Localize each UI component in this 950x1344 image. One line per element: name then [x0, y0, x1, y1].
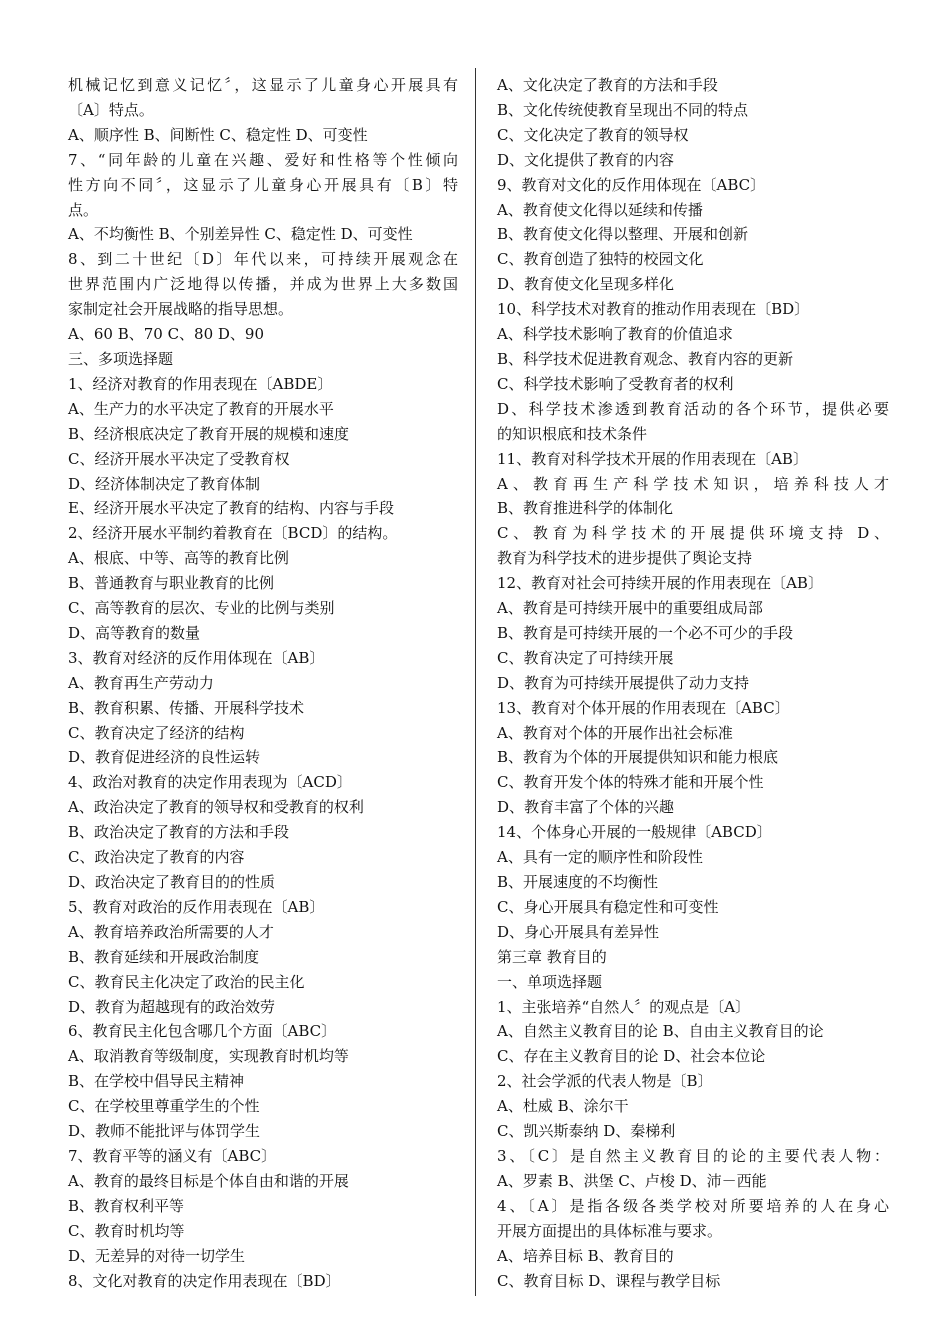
text-line: 14、个体身心开展的一般规律〔ABCD〕 [497, 823, 772, 842]
text-line: 1、主张培养“自然人〞的观点是〔A〕 [497, 997, 751, 1016]
text-line: C、教育民主化决定了政治的民主化 [68, 972, 305, 991]
text-line: D、教育为可持续开展提供了动力支持 [497, 673, 750, 692]
text-line: B、教育权利平等 [68, 1196, 185, 1215]
text-line: B、开展速度的不均衡性 [497, 873, 659, 891]
text-line: 〔A〕特点。 [68, 100, 154, 119]
text-line: A、不均衡性 B、个别差异性 C、稳定性 D、可变性 [68, 225, 413, 244]
text-line: 13、教育对个体开展的作用表现在〔ABC〕 [497, 698, 790, 717]
text-line: D、教育为超越现有的政治效劳 [68, 997, 276, 1016]
text-line: A、教育对个体的开展作出社会标准 [497, 723, 733, 742]
text-line: B、教育积累、传播、开展科学技术 [68, 698, 305, 717]
text-line: 7、教育平等的涵义有〔ABC〕 [68, 1146, 277, 1165]
text-line: A、取消教育等级制度，实现教育时机均等 [68, 1047, 349, 1066]
text-line: C、教育决定了可持续开展 [497, 648, 674, 667]
text-line: D、高等教育的数量 [68, 623, 201, 642]
text-line: D、教育丰富了个体的兴趣 [497, 798, 675, 817]
text-line: B、科学技术促进教育观念、教育内容的更新 [497, 349, 794, 368]
text-line: A、杜威 B、涂尔干 [497, 1097, 629, 1116]
text-line: A、生产力的水平决定了教育的开展水平 [68, 399, 334, 418]
text-line: C、教育目标 D、课程与教学目标 [497, 1271, 721, 1290]
text-line: A、根底、中等、高等的教育比例 [68, 549, 289, 568]
text-line: E、经济开展水平决定了教育的结构、内容与手段 [68, 499, 394, 518]
text-line: 2、社会学派的代表人物是〔B〕 [497, 1072, 713, 1091]
text-line: 10、科学技术对教育的推动作用表现在〔BD〕 [497, 300, 810, 319]
text-line: 第三章 教育目的 [497, 947, 607, 966]
text-line: D、政治决定了教育目的的性质 [68, 873, 276, 891]
text-line: 4、〔A〕是指各级各类学校对所要培养的人在身心 [497, 1196, 889, 1215]
text-line: A、顺序性 B、间断性 C、稳定性 D、可变性 [68, 125, 368, 144]
text-line: 性方向不同〞，这显示了儿童身心开展具有〔B〕特 [68, 175, 458, 194]
text-line: D、科学技术渗透到教育活动的各个环节，提供必要 [497, 399, 889, 418]
text-line: 2、经济开展水平制约着教育在〔BCD〕的结构。 [68, 524, 398, 543]
text-line: D、教育促进经济的良性运转 [68, 748, 261, 767]
text-line: C、教育决定了经济的结构 [68, 723, 245, 742]
text-line: 3、〔C〕是自然主义教育目的论的主要代表人物： [497, 1146, 889, 1165]
text-line: C、存在主义教育目的论 D、社会本位论 [497, 1047, 766, 1066]
text-line: 9、教育对文化的反作用体现在〔ABC〕 [497, 175, 766, 194]
text-line: 教育为科学技术的进步提供了舆论支持 [497, 549, 753, 568]
text-line: B、教育推进科学的体制化 [497, 499, 674, 518]
text-line: 世界范围内广泛地得以传播，并成为世界上大多数国 [68, 275, 458, 294]
text-line: C、教育创造了独特的校园文化 [497, 250, 704, 269]
text-line: A、自然主义教育目的论 B、自由主义教育目的论 [497, 1022, 824, 1041]
text-line: B、政治决定了教育的方法和手段 [68, 823, 290, 842]
text-line: D、无差异的对待一切学生 [68, 1246, 246, 1265]
text-line: C、身心开展具有稳定性和可变性 [497, 897, 719, 916]
text-line: D、经济体制决定了教育体制 [68, 474, 261, 493]
text-line: A、培养目标 B、教育目的 [497, 1246, 674, 1265]
text-line: C、凯兴斯泰纳 D、秦梯利 [497, 1122, 676, 1141]
text-line: 8、文化对教育的决定作用表现在〔BD〕 [68, 1271, 341, 1290]
text-line: C、文化决定了教育的领导权 [497, 125, 689, 144]
text-line: A、罗素 B、洪堡 C、卢梭 D、沛－西能 [497, 1171, 767, 1190]
text-line: B、教育是可持续开展的一个必不可少的手段 [497, 623, 794, 642]
text-line: D、文化提供了教育的内容 [497, 150, 675, 169]
text-line: 7、“同年龄的儿童在兴趣、爱好和性格等个性倾向 [68, 150, 458, 169]
text-line: 11、教育对科学技术开展的作用表现在〔AB〕 [497, 449, 808, 468]
left-column [68, 73, 458, 1293]
text-line: 6、教育民主化包含哪几个方面〔ABC〕 [68, 1022, 337, 1041]
text-line: A、政治决定了教育的领导权和受教育的权利 [68, 798, 364, 817]
text-line: C、政治决定了教育的内容 [68, 848, 245, 867]
text-line: 机械记忆到意义记忆〞，这显示了儿童身心开展具有 [68, 76, 458, 94]
text-line: B、教育使文化得以整理、开展和创新 [497, 225, 749, 244]
text-line: C、在学校里尊重学生的个性 [68, 1097, 260, 1116]
text-line: C、教育时机均等 [68, 1221, 185, 1240]
text-line: D、教师不能批评与体罚学生 [68, 1122, 261, 1141]
text-line: 开展方面提出的具体标准与要求。 [497, 1221, 723, 1240]
text-line: B、普通教育与职业教育的比例 [68, 574, 275, 593]
text-line: B、教育为个体的开展提供知识和能力根底 [497, 748, 779, 767]
text-line: C、经济开展水平决定了受教育权 [68, 449, 290, 468]
text-line: B、文化传统使教育呈现出不同的特点 [497, 100, 749, 119]
text-line: 1、经济对教育的作用表现在〔ABDE〕 [68, 374, 333, 393]
text-line: C、教育为科学技术的开展提供环境支持 D、 [497, 524, 889, 543]
text-line: C、科学技术影响了受教育者的权利 [497, 374, 734, 393]
text-line: 的知识根底和技术条件 [497, 424, 648, 443]
text-line: A、教育是可持续开展中的重要组成局部 [497, 599, 763, 618]
text-line: 3、教育对经济的反作用体现在〔AB〕 [68, 648, 325, 667]
text-line: A、教育培养政治所需要的人才 [68, 922, 274, 941]
text-line: 点。 [68, 200, 99, 219]
text-line: A、60 B、70 C、80 D、90 [68, 325, 265, 344]
text-line: B、教育延续和开展政治制度 [68, 947, 260, 966]
text-line: A、教育的最终目标是个体自由和谐的开展 [68, 1171, 349, 1190]
text-line: B、在学校中倡导民主精神 [68, 1072, 245, 1091]
text-line: 4、政治对教育的决定作用表现为〔ACD〕 [68, 773, 352, 792]
text-line: A、文化决定了教育的方法和手段 [497, 76, 718, 94]
text-line: C、教育开发个体的特殊才能和开展个性 [497, 773, 764, 792]
text-line: 12、教育对社会可持续开展的作用表现在〔AB〕 [497, 574, 823, 593]
text-line: A、教育使文化得以延续和传播 [497, 200, 703, 219]
text-line: A、教育再生产劳动力 [68, 673, 214, 692]
column-divider [475, 68, 476, 1296]
text-line: B、经济根底决定了教育开展的规模和速度 [68, 424, 350, 443]
text-line: 一、单项选择题 [497, 972, 603, 991]
text-line: 5、教育对政治的反作用表现在〔AB〕 [68, 897, 325, 916]
text-line: D、教育使文化呈现多样化 [497, 275, 675, 294]
text-line: A、教育再生产科学技术知识，培养科技人才 [497, 474, 889, 493]
text-line: 8、到二十世纪〔D〕年代以来，可持续开展观念在 [68, 250, 458, 269]
text-line: 三、多项选择题 [68, 349, 174, 368]
right-column [497, 73, 889, 1293]
text-line: A、科学技术影响了教育的价值追求 [497, 325, 733, 344]
text-line: A、具有一定的顺序性和阶段性 [497, 848, 703, 867]
text-line: C、高等教育的层次、专业的比例与类别 [68, 599, 335, 618]
text-line: 家制定社会开展战略的指导思想。 [68, 300, 294, 319]
text-line: D、身心开展具有差异性 [497, 922, 660, 941]
